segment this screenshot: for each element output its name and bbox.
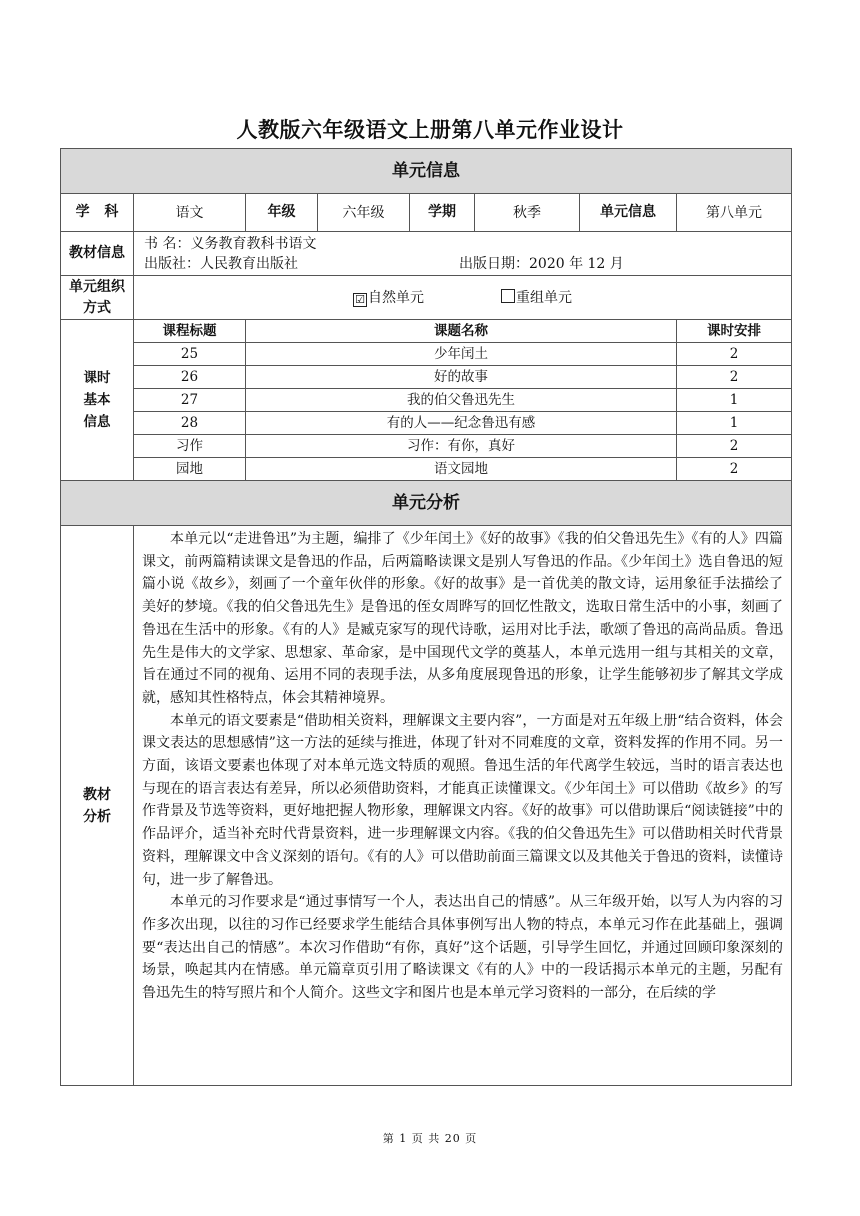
col-header-hours: 课时安排	[677, 320, 792, 343]
document-title: 人教版六年级语文上册第八单元作业设计	[236, 118, 624, 142]
analysis-paragraph: 本单元的语文要素是“借助相关资料，理解课文主要内容”，一方面是对五年级上册“结合资料，体会课文表达的思想感情”这一方法的延续与推进，体现了针对不同难度的文章，资料发挥的作用不同。另一方面，该语文要素也体现了对本单元选文特质的观照。鲁迅生活的年代离学生较远，当时的语言表达也与现在的语言表达有差异，所以必须借助资料，才能真正读懂课文。《少年闰土》可以借助《故乡》的写作背景及节选等资料，更好地把握人物形象，理解课文内容。《好的故事》可以借助课后“阅读链接”中的作品评介，适当补充时代背景资料，进一步理解课文内容。《我的伯父鲁迅先生》可以借助相关时代背景资料，理解课文中含义深刻的语句。《有的人》可以借助前面三篇课文以及其他关于鲁迅的资料，读懂诗句，进一步了解鲁迅。	[142, 712, 783, 888]
lesson-no: 园地	[134, 458, 246, 481]
lesson-hours: 2	[677, 435, 792, 458]
table-row	[61, 389, 792, 412]
section-header-unit-info: 单元信息	[61, 149, 792, 194]
textbook-analysis-body	[134, 526, 792, 1086]
lesson-hours: 2	[677, 366, 792, 389]
table-row	[61, 366, 792, 389]
lesson-name: 习作：有你，真好	[246, 435, 677, 458]
lesson-no: 27	[134, 389, 246, 412]
col-header-lesson-no: 课程标题	[134, 320, 246, 343]
lesson-name: 好的故事	[246, 366, 677, 389]
section-header-unit-analysis: 单元分析	[61, 481, 792, 526]
textbook-analysis-label: 教材分析	[61, 526, 134, 1086]
page-footer: 第 1 页 共 20 页	[382, 1132, 478, 1145]
book-name: 书 名：义务教育教科书语文	[144, 235, 317, 252]
natural-unit-checkbox[interactable]	[353, 290, 424, 306]
term-label: 学期	[410, 194, 475, 232]
lesson-name: 有的人——纪念鲁迅有感	[246, 412, 677, 435]
analysis-paragraph: 本单元以“走进鲁迅”为主题，编排了《少年闰土》《好的故事》《我的伯父鲁迅先生》《有的人》四篇课文，前两篇精读课文是鲁迅的作品，后两篇略读课文是别人写鲁迅的作品。《少年闰土》选自鲁迅的短篇小说《故乡》，刻画了一个童年伙伴的形象。《好的故事》是一首优美的散文诗，运用象征手法描绘了美好的梦境。《我的伯父鲁迅先生》是鲁迅的侄女周晔写的回忆性散文，选取日常生活中的小事，刻画了鲁迅在生活中的形象。《有的人》是臧克家写的现代诗歌，运用对比手法，歌颂了鲁迅的高尚品质。鲁迅先生是伟大的文学家、思想家、革命家，是中国现代文学的奠基人，本单元选用一组与其相关的文章，旨在通过不同的视角、运用不同的表现手法，从多角度展现鲁迅的形象，让学生能够初步了解其文学成就，感知其性格特点，体会其精神境界。	[142, 531, 783, 706]
subject-label: 学 科	[61, 194, 134, 232]
lesson-no: 25	[134, 343, 246, 366]
natural-unit-label: 自然单元	[368, 289, 425, 306]
unit-info-table	[60, 148, 792, 1086]
unit-value: 第八单元	[677, 194, 792, 232]
textbook-info-label: 教材信息	[61, 232, 134, 276]
lesson-name: 语文园地	[246, 458, 677, 481]
lesson-name: 我的伯父鲁迅先生	[246, 389, 677, 412]
lesson-hours: 1	[677, 412, 792, 435]
analysis-paragraph: 本单元的习作要求是“通过事情写一个人，表达出自己的情感”。从三年级开始，以写人为内容的习作多次出现，以往的习作已经要求学生能结合具体事例写出人物的特点，本单元习作在此基础上，强调要“表达出自己的情感”。本次习作借助“有你，真好”这个话题，引导学生回忆，并通过回顾印象深刻的场景，唤起其内在情感。单元篇章页引用了略读课文《有的人》中的一段话揭示本单元的主题，另配有鲁迅先生的特写照片和个人简介。这些文字和图片也是本单元学习资料的一部分，在后续的学	[142, 894, 783, 1002]
lesson-info-label: 课时基本信息	[61, 320, 134, 481]
lesson-name: 少年闰土	[246, 343, 677, 366]
publisher: 出版社：人民教育出版社	[144, 255, 298, 272]
textbook-info	[134, 232, 792, 276]
grade-label: 年级	[246, 194, 318, 232]
col-header-lesson-name: 课题名称	[246, 320, 677, 343]
table-row	[61, 458, 792, 481]
unit-label: 单元信息	[580, 194, 677, 232]
regroup-unit-checkbox[interactable]	[501, 290, 572, 306]
lesson-no: 28	[134, 412, 246, 435]
term-value: 秋季	[475, 194, 580, 232]
lesson-hours: 2	[677, 343, 792, 366]
table-row	[61, 435, 792, 458]
lesson-no: 习作	[134, 435, 246, 458]
publish-date: 出版日期：2020 年 12 月	[459, 256, 624, 272]
checked-box-icon: ☑	[353, 293, 367, 307]
regroup-unit-label: 重组单元	[515, 289, 572, 306]
table-row	[61, 343, 792, 366]
lesson-no: 26	[134, 366, 246, 389]
grade-value: 六年级	[318, 194, 410, 232]
subject-value: 语文	[134, 194, 246, 232]
organization-label: 单元组织方式	[61, 276, 134, 320]
table-row	[61, 412, 792, 435]
empty-box-icon	[501, 289, 515, 303]
organization-options	[134, 276, 792, 320]
lesson-hours: 2	[677, 458, 792, 481]
lesson-hours: 1	[677, 389, 792, 412]
